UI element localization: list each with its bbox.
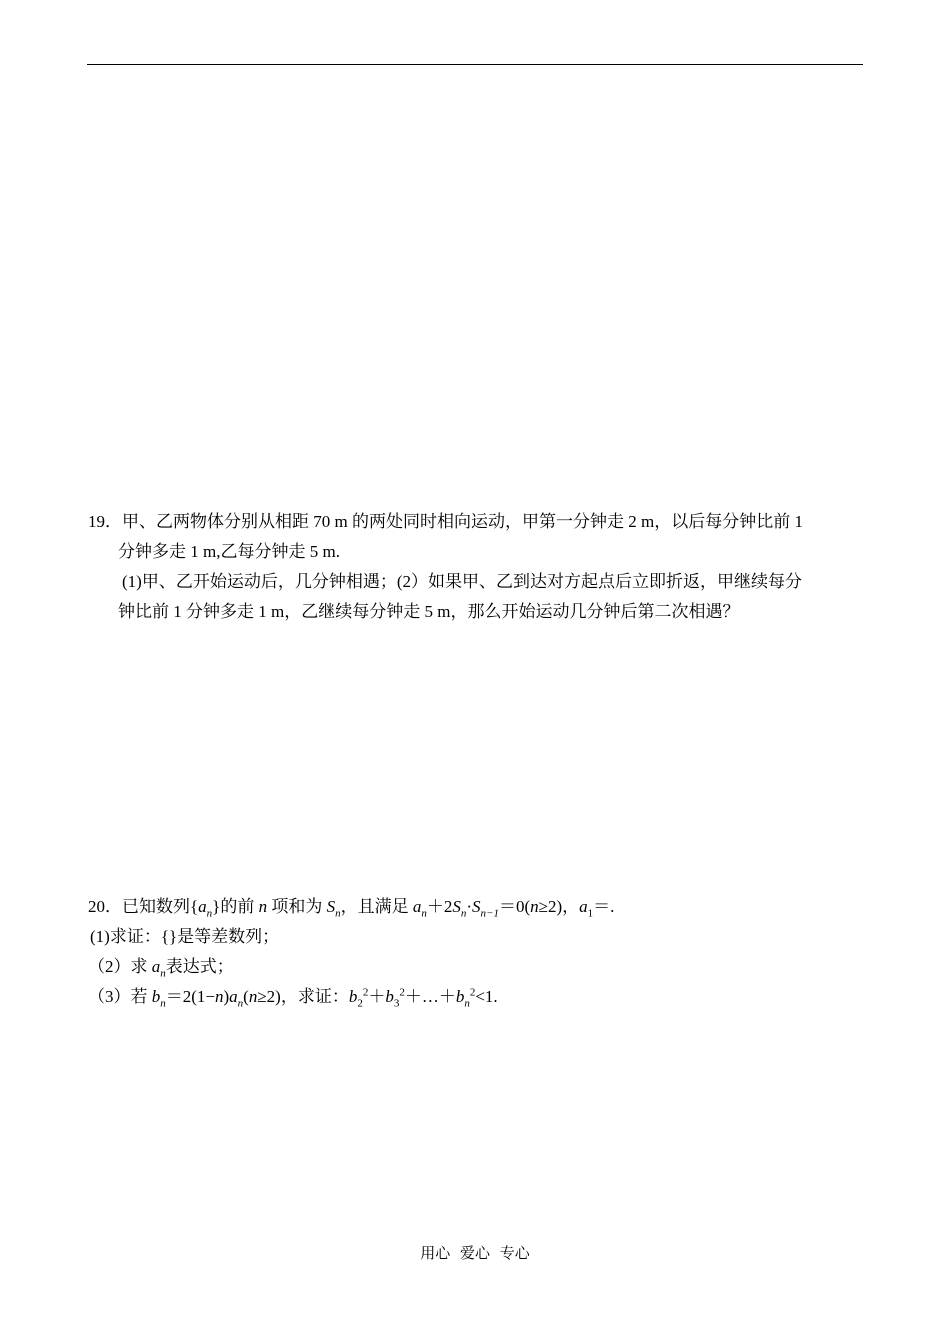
q19-line-4: 钟比前 1 分钟多走 1 m，乙继续每分钟走 5 m，那么开始运动几分钟后第二次相遇？: [118, 602, 740, 621]
q20-part-3: （3）若 $b_n=2(1-n)a_n(n\ge 2)$，求证：$b_2^2+b_3^2+\dots+b_n^2<1$.: [88, 986, 498, 1010]
header-rule: [87, 64, 863, 65]
q20-part-1: (1)求证：{}是等差数列；: [90, 927, 280, 946]
q20-intro: 20．已知数列$\{a_n\}$的前 n 项和为 $S_n$，且满足 $a_n+2S_n\cdot S_{n-1}=0(n\ge 2)$，$a_1=$.: [88, 897, 615, 920]
question-19: [88, 507, 868, 627]
q19-line-1: 19．甲、乙两物体分别从相距 70 m 的两处同时相向运动，甲第一分钟走 2 m，以后每分钟比前 1: [88, 512, 803, 531]
page-footer: 用心 爱心 专心: [420, 1246, 530, 1262]
question-20: [88, 892, 868, 1012]
q20-part-2: （2）求 $a_n$表达式；: [88, 957, 234, 980]
q19-line-2: 分钟多走 1 m,乙每分钟走 5 m.: [118, 542, 340, 561]
q19-line-3: (1)甲、乙开始运动后，几分钟相遇；(2）如果甲、乙到达对方起点后立即折返，甲继续每分: [122, 572, 802, 591]
